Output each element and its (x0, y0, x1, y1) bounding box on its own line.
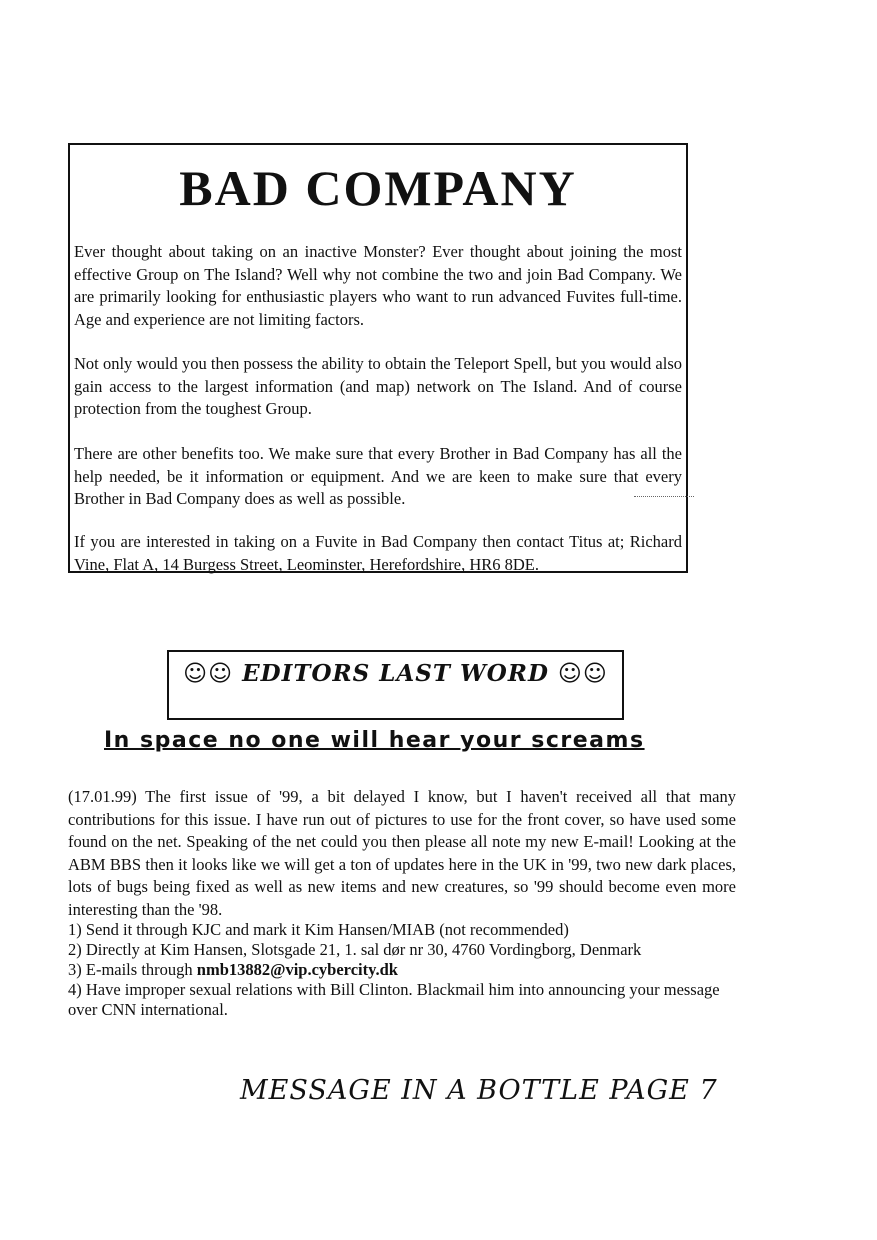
editors-last-word-box (167, 650, 624, 720)
contact-methods-list (68, 920, 736, 1020)
list-item: 1) Send it through KJC and mark it Kim Hansen/MIAB (not recommended) (68, 920, 569, 939)
advert-paragraph: Ever thought about taking on an inactive Monster? Ever thought about joining the most effective Group on The Island? Well why not combine the two and join Bad Company. We are primarily looking for enthusiastic players who want to run advanced Fuvites full-time. Age and experience are not limiting factors. (74, 242, 682, 329)
editor-body-text: (17.01.99) The first issue of '99, a bit delayed I know, but I haven't received all that many contributions for this issue. I have run out of pictures to use for the front cover, so have used some found on the net. Speaking of the net could you then please all note my new E-mail! Looking at the ABM BBS then it looks like we will get a ton of updates here in the UK in '99, two new dark places, lots of bugs being fixed as well as new items and new creatures, so '99 should become even more interesting than the '98. (68, 787, 736, 919)
smiley-icon: ☺☺ (183, 661, 234, 687)
advert-paragraph: There are other benefits too. We make sure that every Brother in Bad Company has all the help needed, be it information or equipment. And we are keen to make sure that every Brother in Bad Company does as well as possible. (74, 444, 682, 508)
smiley-icon: ☺☺ (557, 661, 608, 687)
email-address[interactable]: nmb13882@vip.cybercity.dk (196, 960, 398, 979)
advert-paragraph: Not only would you then possess the ability to obtain the Teleport Spell, but you would also gain access to the largest information (and map) network on The Island. And of course protection from the toughest Group. (74, 354, 682, 418)
page-footer: MESSAGE IN A BOTTLE PAGE 7 (240, 1075, 718, 1106)
list-item (68, 960, 736, 980)
article-subheading: In space no one will hear your screams (104, 728, 645, 753)
editors-last-word-heading (169, 660, 622, 687)
list-item: 4) Have improper sexual relations with Bill Clinton. Blackmail him into announcing your message over CNN international. (68, 980, 720, 1019)
advert-contact: If you are interested in taking on a Fuvite in Bad Company then contact Titus at; Richard Vine, Flat A, 14 Burgess Street, Leominster, Herefordshire, HR6 8DE. (74, 532, 682, 574)
bad-company-advert (68, 143, 688, 573)
email-prefix: 3) E-mails through (68, 960, 193, 979)
list-item: 2) Directly at Kim Hansen, Slotsgade 21, 1. sal dør nr 30, 4760 Vordingborg, Denmark (68, 940, 642, 959)
advert-title: BAD COMPANY (179, 160, 577, 216)
dotted-rule (634, 496, 694, 497)
editors-heading-text: EDITORS LAST WORD (242, 660, 549, 687)
